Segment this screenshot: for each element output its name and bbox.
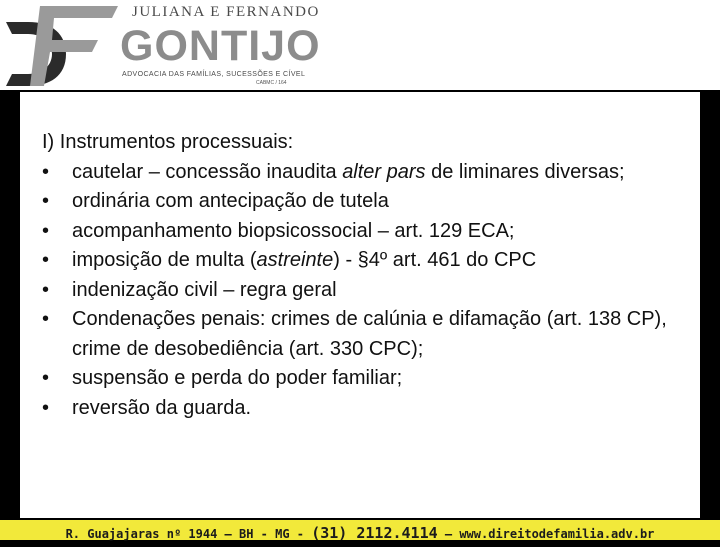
list-item-text: de liminares diversas; (425, 160, 625, 183)
slide-heading: I) Instrumentos processuais: (42, 131, 294, 153)
list-item (42, 158, 682, 188)
bullet-icon: • (42, 190, 50, 212)
list-item-text: ordinária com antecipação de tutela (72, 190, 389, 212)
list-item (42, 364, 682, 394)
bullet-icon: • (42, 249, 50, 271)
bullet-icon: • (42, 219, 50, 242)
list-item (42, 394, 682, 424)
list-item-text: alter pars (342, 160, 426, 183)
slide-text-block (42, 128, 682, 423)
list-item-text: astreinte (256, 249, 334, 271)
logo-monogram-icon (0, 0, 130, 90)
instrument-list (42, 158, 682, 424)
bullet-icon: • (42, 160, 50, 183)
list-item (42, 305, 682, 364)
list-item (42, 246, 682, 276)
footer-address: R. Guajajaras nº 1944 – BH - MG - (65, 527, 312, 541)
slide-content (20, 92, 700, 518)
list-item-text: Condenações penais: crimes de calúnia e difamação (art. 138 CP), crime de desobediência (art. 330 CPC); (72, 308, 667, 360)
footer-website: – www.direitodefamilia.adv.br (437, 527, 655, 541)
logo-registration: CABMC / 164 (256, 80, 287, 86)
logo-subtitle: ADVOCACIA DAS FAMÍLIAS, SUCESSÕES E CÍVEL (122, 71, 306, 78)
list-item-text: ) - §4º art. 461 do CPC (333, 249, 537, 271)
list-item-text: imposição de multa ( (72, 249, 257, 271)
list-item (42, 276, 682, 306)
list-item-text: suspensão e perda do poder familiar; (72, 367, 403, 389)
list-item (42, 217, 682, 247)
bullet-icon: • (42, 367, 50, 389)
logo-name: GONTIJO (120, 22, 321, 70)
logo-top-text: JULIANA E FERNANDO (132, 4, 320, 20)
header (0, 0, 720, 90)
list-item-text: acompanhamento biopsicossocial – art. 129 ECA; (72, 219, 515, 242)
list-item-text: reversão da guarda. (72, 396, 252, 419)
bullet-icon: • (42, 308, 50, 330)
bullet-icon: • (42, 278, 50, 301)
footer-phone: (31) 2112.4114 (311, 524, 438, 542)
list-item-text: indenização civil – regra geral (72, 278, 337, 301)
bullet-icon: • (42, 396, 50, 419)
footer (0, 520, 720, 540)
list-item (42, 187, 682, 217)
list-item-text: cautelar – concessão inaudita (72, 160, 343, 183)
